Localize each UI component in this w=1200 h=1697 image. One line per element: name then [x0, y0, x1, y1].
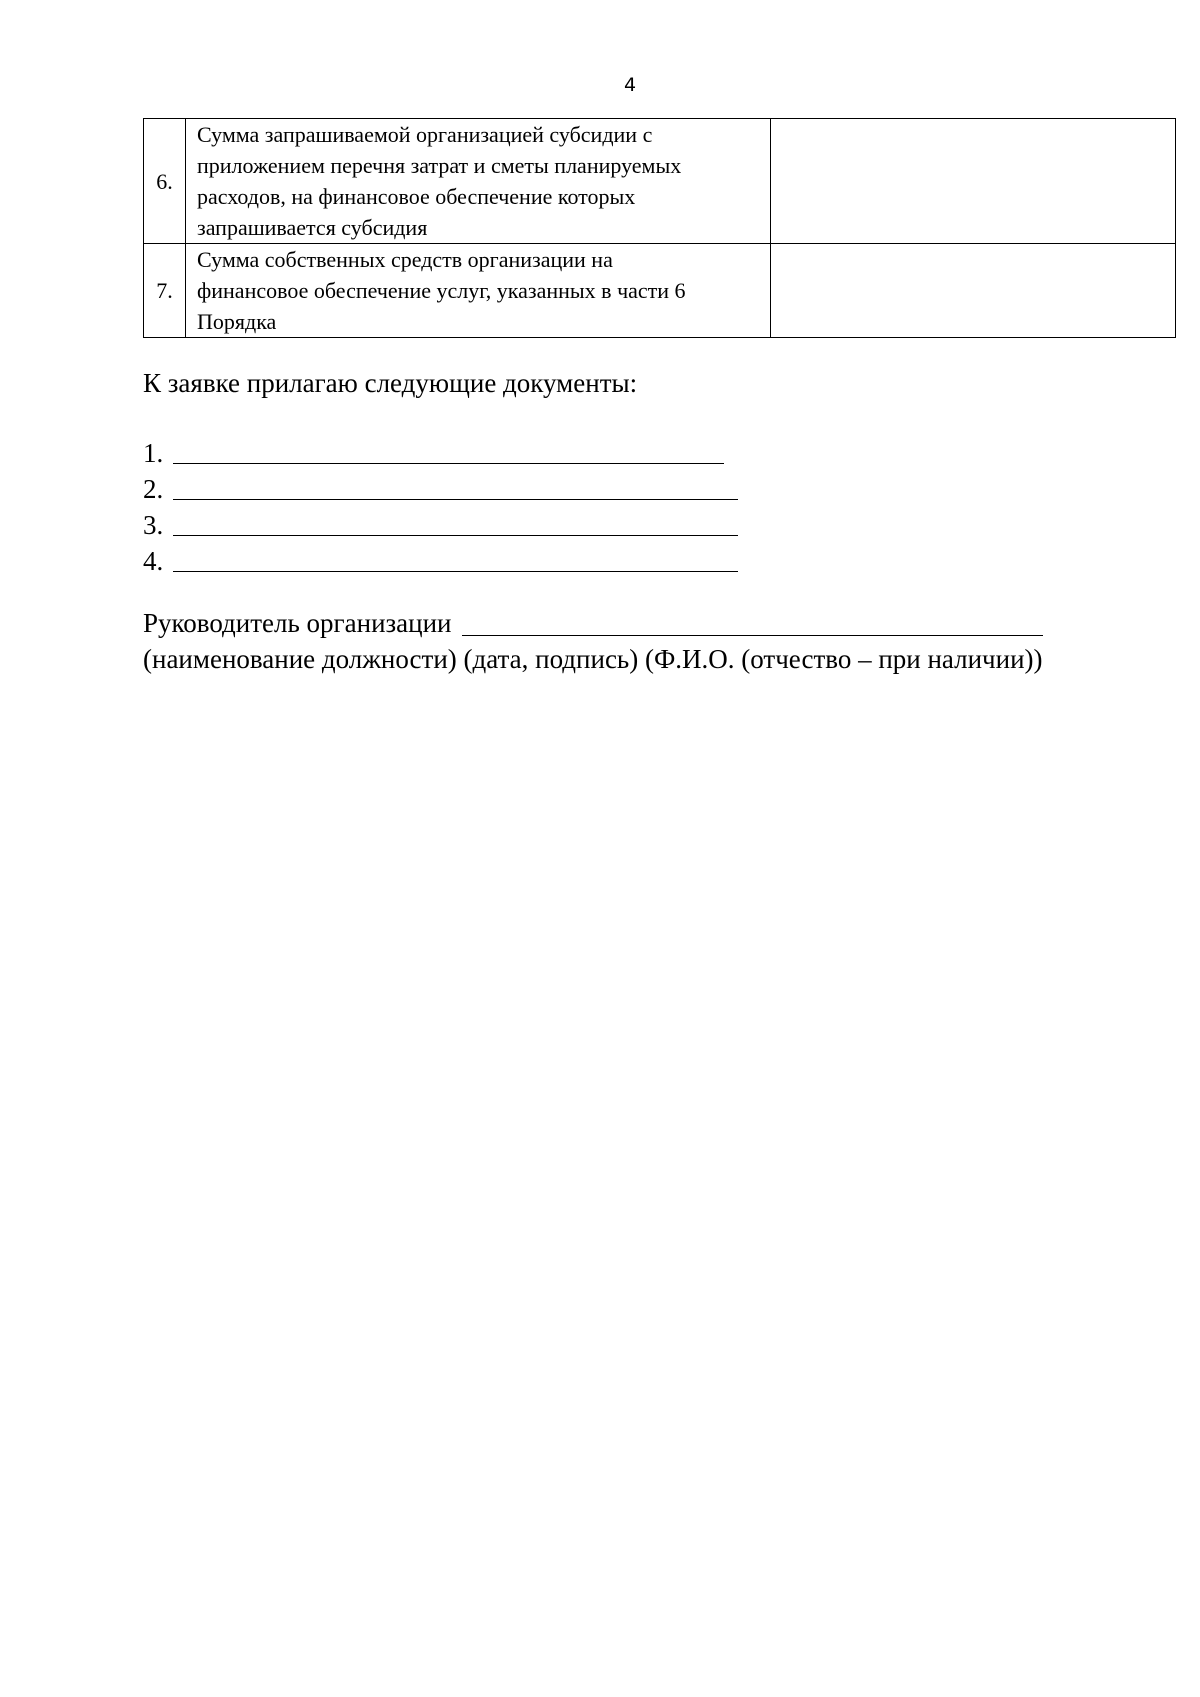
- row-label-line: приложением перечня затрат и сметы планируемых: [197, 153, 682, 178]
- list-item: [143, 468, 738, 504]
- attachments-list: [143, 432, 738, 576]
- table-row: [144, 244, 1176, 338]
- list-item-number: 3.: [143, 510, 164, 540]
- signature-caption: (наименование должности) (дата, подпись) (Ф.И.О. (отчество – при наличии)): [143, 644, 1043, 674]
- row-label-line: Сумма собственных средств организации на: [197, 247, 613, 272]
- row-number: 7.: [144, 244, 186, 338]
- list-item-number: 1.: [143, 438, 164, 468]
- list-item: [143, 504, 738, 540]
- list-item: [143, 540, 738, 576]
- signature-blank-line[interactable]: [462, 635, 1043, 636]
- row-label-line: расходов, на финансовое обеспечение которых: [197, 184, 636, 209]
- row-label-line: Порядка: [197, 309, 277, 334]
- signature-line: [143, 606, 1043, 640]
- table-row: [144, 119, 1176, 244]
- signature-label: Руководитель организации: [143, 608, 452, 638]
- row-number: 6.: [144, 119, 186, 244]
- row-label-line: финансовое обеспечение услуг, указанных в части 6: [197, 278, 686, 303]
- attachment-blank-line[interactable]: [173, 535, 738, 536]
- row-value-field[interactable]: [771, 119, 1176, 244]
- attachment-blank-line[interactable]: [173, 571, 738, 572]
- attachment-blank-line[interactable]: [173, 463, 724, 464]
- row-value-field[interactable]: [771, 244, 1176, 338]
- list-item-number: 2.: [143, 474, 164, 504]
- list-item: [143, 432, 738, 468]
- attachment-blank-line[interactable]: [173, 499, 738, 500]
- list-item-number: 4.: [143, 546, 164, 576]
- page-number: 4: [623, 74, 637, 96]
- row-label: [186, 244, 771, 338]
- application-table: [143, 118, 1176, 338]
- row-label: [186, 119, 771, 244]
- attachments-heading: К заявке прилагаю следующие документы:: [143, 368, 638, 398]
- row-label-line: Сумма запрашиваемой организацией субсидии с: [197, 122, 653, 147]
- row-label-line: запрашивается субсидия: [197, 215, 428, 240]
